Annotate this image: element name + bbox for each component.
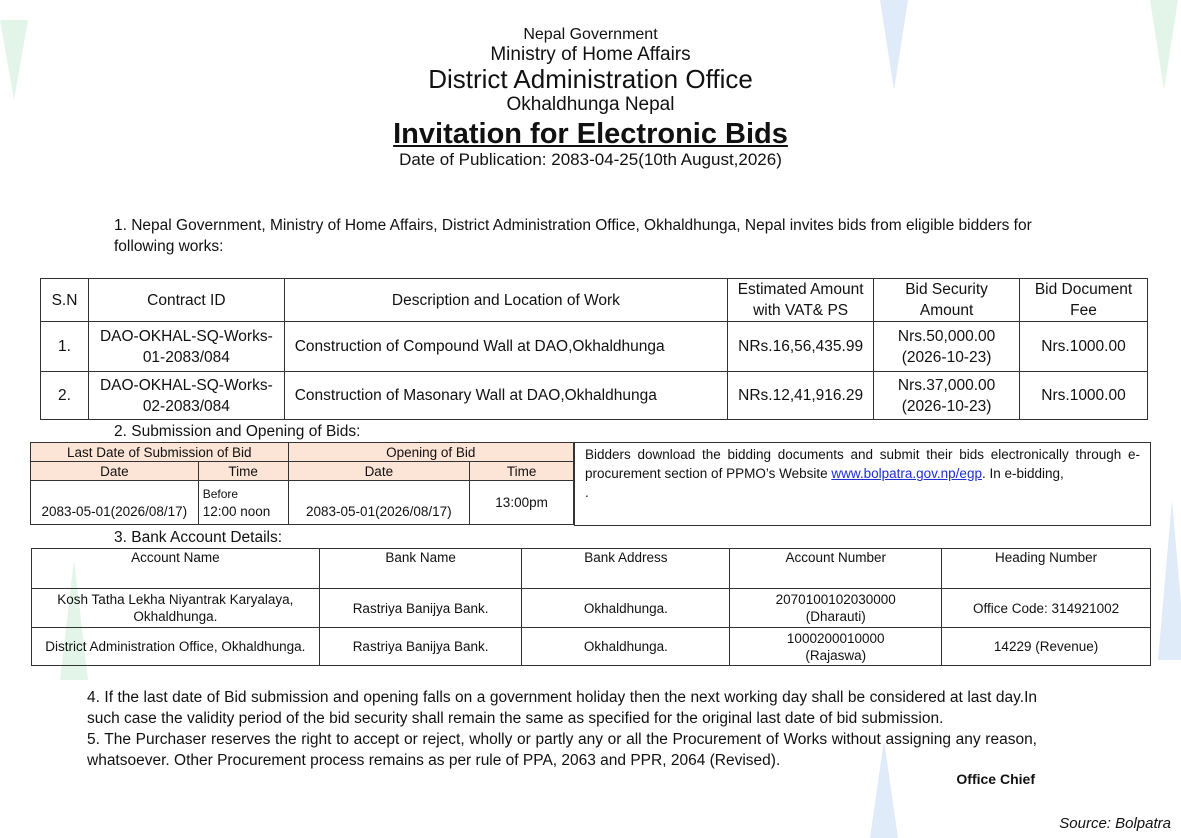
bank-header-heading-number: Heading Number <box>942 549 1151 589</box>
submission-time-prefix: Before <box>202 486 239 501</box>
bank-header-account-number: Account Number <box>730 549 942 589</box>
account-number: 2070100102030000 <box>775 592 896 607</box>
works-sn: 2. <box>41 372 89 420</box>
header-line-2: Ministry of Home Affairs <box>490 43 691 65</box>
opening-time: 13:00pm <box>470 481 574 525</box>
submission-note-text: Bidders download the bidding documents and submit their bids electronically through e-procurement section of PPMO’s Website <box>585 447 1140 481</box>
publication-date: Date of Publication: 2083-04-25(10th August,2026) <box>399 150 782 170</box>
document-header <box>0 26 1181 169</box>
works-fee: Nrs.1000.00 <box>1020 372 1148 420</box>
account-name: District Administration Office, Okhaldhunga. <box>32 628 320 666</box>
submission-table <box>30 442 574 525</box>
submission-time-cell <box>198 481 288 525</box>
works-header-fee: Bid Document Fee <box>1020 279 1148 322</box>
works-description: Construction of Masonary Wall at DAO,Okhaldhunga <box>284 372 727 420</box>
bank-table <box>31 548 1151 666</box>
security-amount: Nrs.50,000.00 <box>897 327 996 345</box>
sub-date-header: Date <box>31 462 199 481</box>
works-table <box>40 278 1148 420</box>
account-note: (Rajaswa) <box>805 647 867 663</box>
submission-note-dot: . <box>585 485 589 500</box>
works-sn: 1. <box>41 322 89 372</box>
works-contract-id: DAO-OKHAL-SQ-Works-01-2083/084 <box>88 322 284 372</box>
decorative-shape <box>1158 500 1181 660</box>
intro-paragraph: 1. Nepal Government, Ministry of Home Affairs, District Administration Office, Okhaldhunga, Nepal invites bids from eligible bidders for following works: <box>114 217 1032 255</box>
works-header-contract-id: Contract ID <box>88 279 284 322</box>
bank-header-address: Bank Address <box>522 549 730 589</box>
security-date: (2026-10-23) <box>901 397 992 415</box>
bank-name: Rastriya Banijya Bank. <box>319 589 522 628</box>
bank-heading: 3. Bank Account Details: <box>114 529 283 546</box>
works-security <box>874 322 1020 372</box>
header-line-1: Nepal Government <box>523 26 658 43</box>
table-row <box>41 372 1148 420</box>
clause-4: 4. If the last date of Bid submission and opening falls on a government holiday then the next working day shall be considered at last day.In such case the validity period of the bid security shall remain the same as specified for the original last date of bid submission. <box>87 689 1037 727</box>
works-description: Construction of Compound Wall at DAO,Okhaldhunga <box>284 322 727 372</box>
bank-header-account-name: Account Name <box>32 549 320 589</box>
security-date: (2026-10-23) <box>901 348 992 366</box>
open-time-header: Time <box>470 462 574 481</box>
last-date-header: Last Date of Submission of Bid <box>31 443 289 462</box>
header-line-4: Okhaldhunga Nepal <box>506 94 675 116</box>
signature: Office Chief <box>956 771 1035 787</box>
opening-date: 2083-05-01(2026/08/17) <box>288 481 470 525</box>
table-row <box>41 322 1148 372</box>
works-security <box>874 372 1020 420</box>
clauses <box>87 687 1037 771</box>
account-number-cell <box>730 589 942 628</box>
clause-5: 5. The Purchaser reserves the right to accept or reject, wholly or partly any or all the Procurement of Works without assigning any reason, whatsoever. Other Procurement process remains as per rule of PPA, 2063 and PPR, 2064 (Revised). <box>87 731 1037 769</box>
open-date-header: Date <box>288 462 470 481</box>
security-amount: Nrs.37,000.00 <box>897 376 996 394</box>
bank-address: Okhaldhunga. <box>522 589 730 628</box>
submission-note <box>574 442 1151 526</box>
works-fee: Nrs.1000.00 <box>1020 322 1148 372</box>
bank-name: Rastriya Banijya Bank. <box>319 628 522 666</box>
heading-number: 14229 (Revenue) <box>942 628 1151 666</box>
works-header-description: Description and Location of Work <box>284 279 727 322</box>
works-header-amount: Estimated Amount with VAT& PS <box>728 279 874 322</box>
account-number-cell <box>730 628 942 666</box>
submission-heading: 2. Submission and Opening of Bids: <box>114 423 361 440</box>
table-row <box>32 589 1151 628</box>
ppmo-link[interactable]: www.bolpatra.gov.np/egp <box>831 466 982 481</box>
submission-date: 2083-05-01(2026/08/17) <box>31 481 199 525</box>
bank-address: Okhaldhunga. <box>522 628 730 666</box>
works-amount: NRs.16,56,435.99 <box>728 322 874 372</box>
account-name: Kosh Tatha Lekha Niyantrak Karyalaya, Okhaldhunga. <box>32 589 320 628</box>
heading-number: Office Code: 314921002 <box>942 589 1151 628</box>
works-contract-id: DAO-OKHAL-SQ-Works-02-2083/084 <box>88 372 284 420</box>
submission-note-after: . In e-bidding, <box>981 466 1064 481</box>
account-note: (Dharauti) <box>805 609 866 624</box>
works-amount: NRs.12,41,916.29 <box>728 372 874 420</box>
sub-time-header: Time <box>198 462 288 481</box>
submission-time: 12:00 noon <box>202 503 271 519</box>
source-credit: Source: Bolpatra <box>1059 815 1171 832</box>
opening-header: Opening of Bid <box>288 443 574 462</box>
bank-header-bank-name: Bank Name <box>319 549 522 589</box>
table-row <box>32 628 1151 666</box>
header-line-3: District Administration Office <box>428 64 753 95</box>
works-header-security: Bid Security Amount <box>874 279 1020 322</box>
works-header-sn: S.N <box>41 279 89 322</box>
account-number: 1000200010000 <box>786 630 885 646</box>
document-title: Invitation for Electronic Bids <box>393 117 788 150</box>
